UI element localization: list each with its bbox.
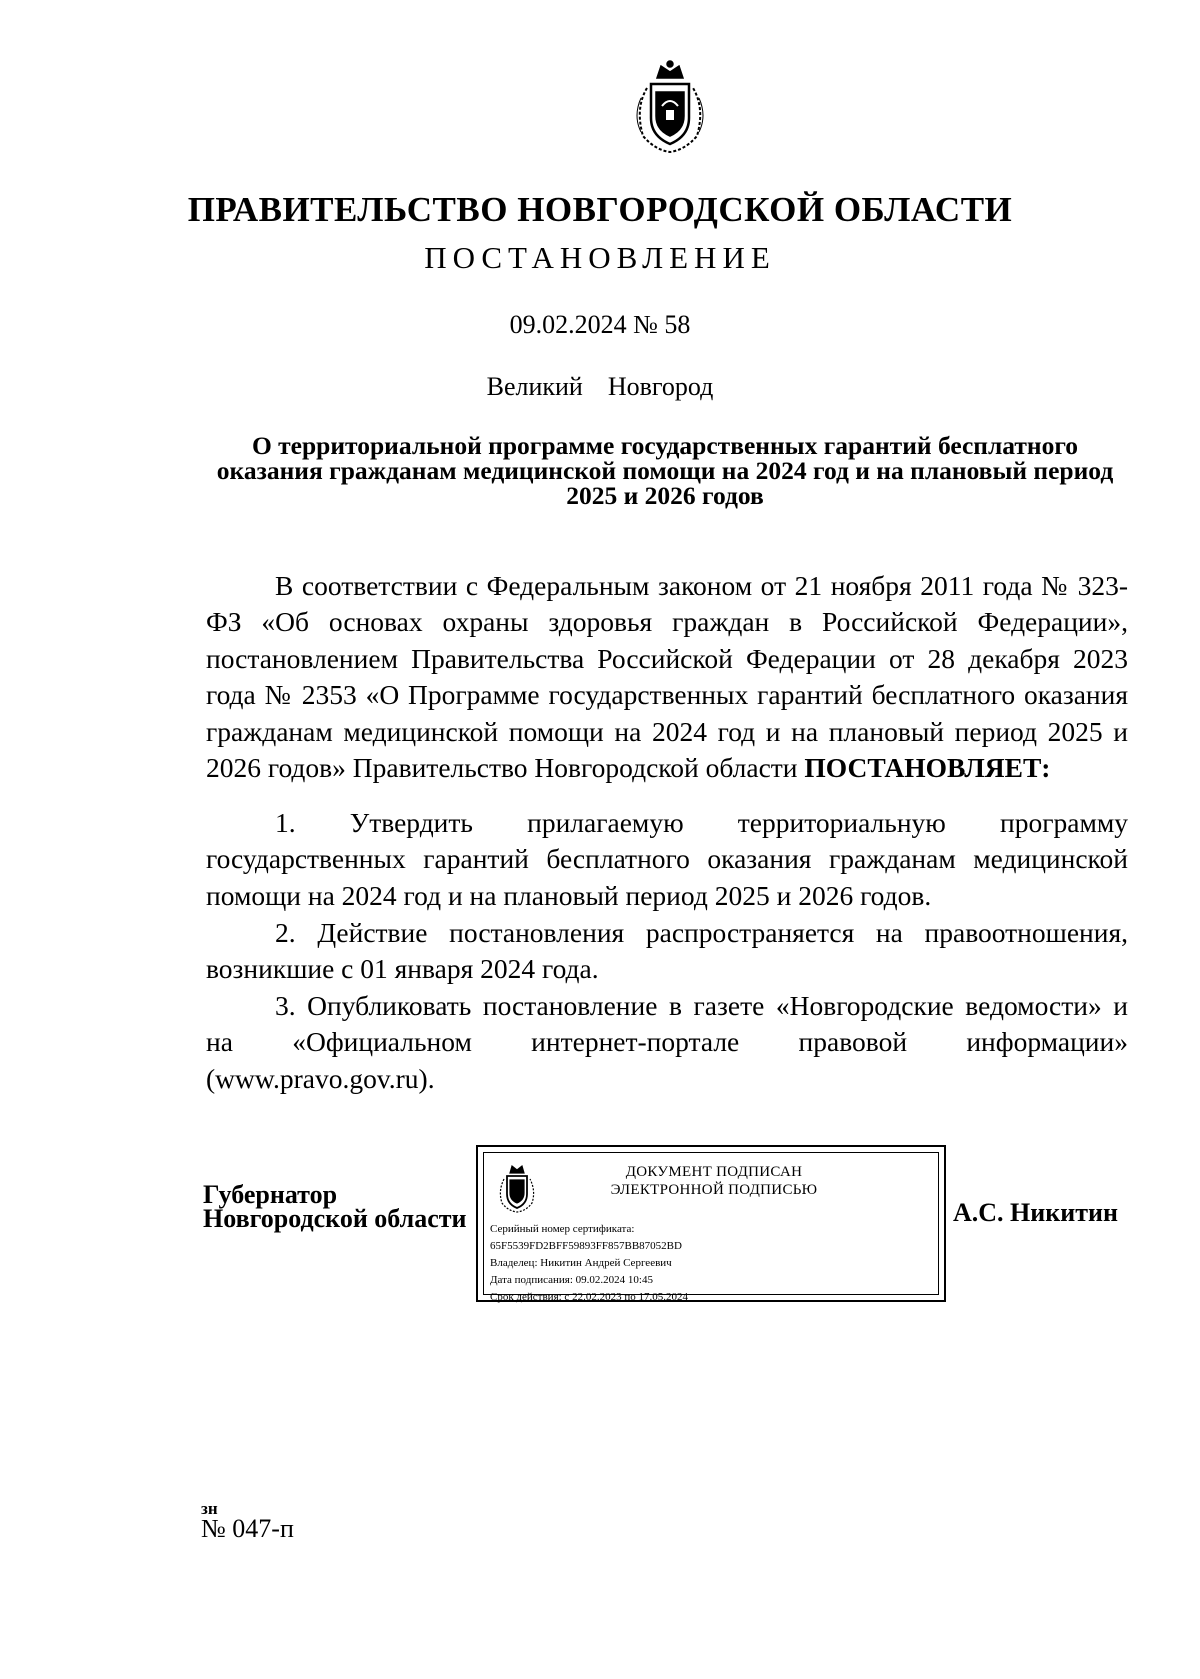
registration-number: № 047-п [201,1514,294,1543]
preamble-text: В соответствии с Федеральным законом от 21 ноября 2011 года № 323-ФЗ «Об основах охраны здоровья граждан в Российской Федерации», постановлением Правительства Российской Федерации от 28 декабря 2023 года № 2353 «О Программе государственных гарантий бесплатного оказания гражданам медицинской помощи на 2024 год и на плановый период 2025 и 2026 годов» Правительство Новгородской области [206,570,1128,784]
stamp-heading [564,1163,864,1199]
document-city: Великий Новгород [486,372,714,401]
item-2 [206,915,1128,988]
document-date-number: 09.02.2024 № 58 [509,310,691,339]
signatory-position-line1: Губернатор [203,1180,338,1209]
stamp-details [490,1221,688,1306]
resolves-word: ПОСТАНОВЛЯЕТ: [804,752,1051,784]
organization-name: ПРАВИТЕЛЬСТВО НОВГОРОДСКОЙ ОБЛАСТИ [187,190,1013,229]
item-1-text: 1. Утвердить прилагаемую территориальную программу государственных гарантий бесплатного оказания гражданам медицинской помощи на 2024 год и на плановый период 2025 и 2026 годов. [206,807,1128,911]
signatory-position-line2: Новгородской области [203,1204,467,1233]
item-3 [206,988,1128,1097]
item-2-text: 2. Действие постановления распространяется на правоотношения, возникшие с 01 января 2024 года. [206,917,1128,985]
document-type: ПОСТАНОВЛЕНИЕ [424,240,776,275]
electronic-signature-stamp [476,1145,946,1302]
stamp-inner-frame [483,1152,939,1303]
stamp-signed-date: Дата подписания: 09.02.2024 10:45 [490,1274,653,1286]
item-1 [206,805,1128,914]
document-title: О территориальной программе государственных гарантий бесплатного оказания гражданам медицинской помощи на 2024 год и на плановый период 2025 и 2026 годов [216,431,1114,510]
stamp-heading-line1: ДОКУМЕНТ ПОДПИСАН [625,1164,803,1180]
stamp-serial: 65F5539FD2BFF59893FF857BB87052BD [490,1240,682,1252]
stamp-owner: Владелец: Никитин Андрей Сергеевич [490,1257,672,1269]
stamp-serial-label: Серийный номер сертификата: [490,1223,635,1235]
coat-of-arms-emblem [629,58,711,154]
executor-initials: зн [201,1499,218,1518]
item-3-text: 3. Опубликовать постановление в газете «Новгородские ведомости» и на «Официальном интернет-портале правовой информации» (www.pravo.gov.ru). [206,990,1128,1094]
signatory-position [203,1180,467,1233]
stamp-emblem-icon [496,1163,538,1213]
preamble-paragraph [206,568,1128,786]
signatory-name: А.С. Никитин [953,1198,1118,1227]
stamp-validity: Срок действия: с 22.02.2023 по 17.05.2024 [490,1291,688,1303]
stamp-heading-line2: ЭЛЕКТРОННОЙ ПОДПИСЬЮ [610,1182,818,1198]
